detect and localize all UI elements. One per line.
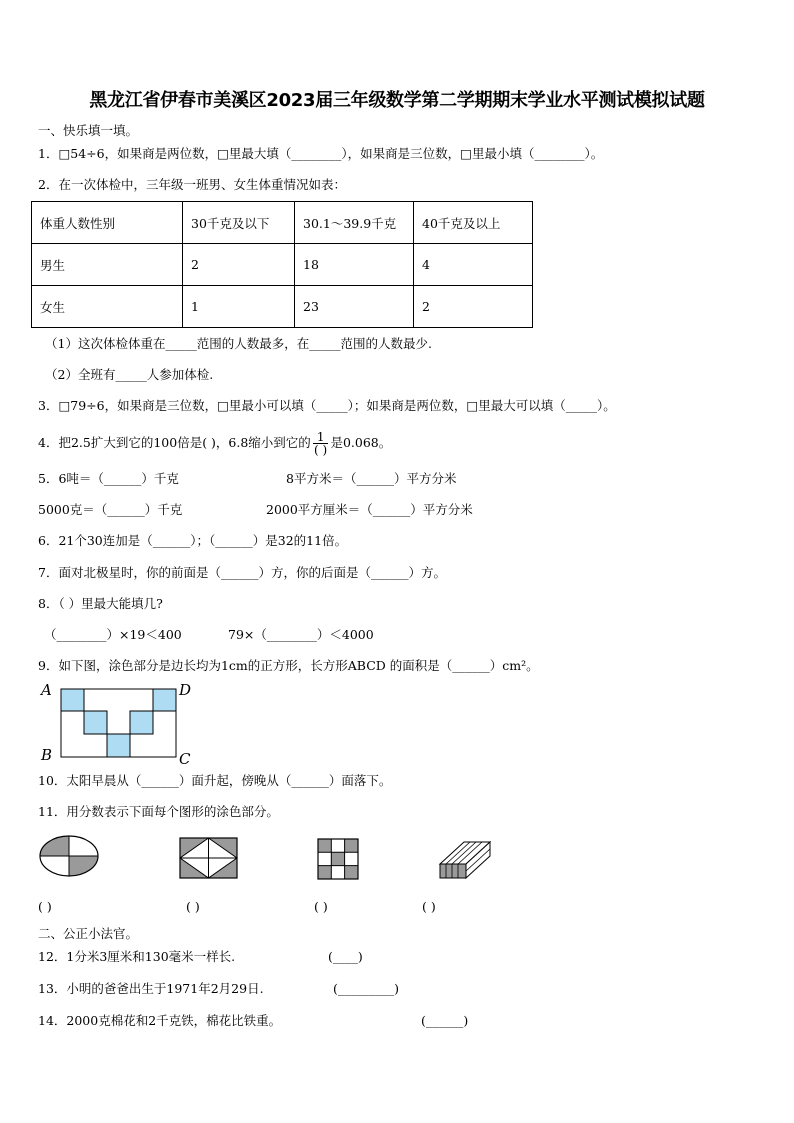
question-14-blank: (______)	[421, 1013, 469, 1028]
question-4-text-end: 是0.068。	[330, 435, 392, 450]
weight-table	[31, 201, 533, 328]
table-header-cell: 体重人数性别	[32, 202, 183, 244]
cuboid-figure	[436, 838, 494, 884]
question-4-text: 4．把2.5扩大到它的100倍是( )，6.8缩小到它的	[38, 435, 311, 450]
question-12: 12．1分米3厘米和130毫米一样长.	[38, 949, 236, 964]
grid-figure	[317, 838, 361, 882]
answer-blank-2: ( )	[186, 899, 200, 914]
page-title: 黑龙江省伊春市美溪区2023届三年级数学第二学期期末学业水平测试模拟试题	[89, 90, 705, 111]
fraction-denominator: ( )	[314, 443, 328, 457]
table-cell: 2	[183, 244, 295, 286]
question-11: 11．用分数表示下面每个图形的涂色部分。	[38, 804, 279, 819]
shaded-square	[153, 689, 176, 711]
shaded-square	[130, 711, 153, 734]
table-cell: 4	[414, 244, 533, 286]
question-5c: 5000克＝（______）千克	[38, 502, 183, 517]
question-2-2: （2）全班有_____人参加体检.	[45, 367, 214, 382]
question-10: 10．太阳早晨从（______）面升起，傍晚从（______）面落下。	[38, 773, 392, 788]
fraction	[313, 431, 329, 456]
section-heading-1: 一、快乐填一填。	[38, 123, 139, 138]
question-2-1: （1）这次体检体重在_____范围的人数最多，在_____范围的人数最少.	[45, 336, 432, 351]
table-cell: 23	[295, 286, 414, 328]
table-header-cell: 30.1～39.9千克	[295, 202, 414, 244]
question-8b: 79×（________）＜4000	[228, 627, 374, 642]
table-cell: 女生	[32, 286, 183, 328]
answer-blank-4: ( )	[422, 899, 436, 914]
label-b: B	[41, 746, 53, 764]
section-heading-2: 二、公正小法官。	[38, 926, 139, 941]
question-5b: 8平方米＝（______）平方分米	[286, 471, 457, 486]
table-header-cell: 40千克及以上	[414, 202, 533, 244]
question-7: 7．面对北极星时，你的前面是（______）方，你的后面是（______）方。	[38, 565, 446, 580]
question-12-blank: (____)	[328, 949, 363, 964]
rectangle-abcd-figure	[38, 680, 198, 770]
table-header-row	[32, 202, 533, 244]
question-5d: 2000平方厘米＝（______）平方分米	[266, 502, 473, 517]
label-a: A	[41, 681, 52, 699]
question-5a: 5．6吨＝（______）千克	[38, 471, 179, 486]
rhombus-rectangle-figure	[178, 836, 240, 880]
question-13: 13．小明的爸爸出生于1971年2月29日.	[38, 981, 264, 996]
table-cell: 1	[183, 286, 295, 328]
table-cell: 男生	[32, 244, 183, 286]
question-14: 14．2000克棉花和2千克铁，棉花比铁重。	[38, 1013, 282, 1028]
label-d: D	[179, 681, 192, 699]
table-header-cell: 30千克及以下	[183, 202, 295, 244]
question-2: 2．在一次体检中，三年级一班男、女生体重情况如表：	[38, 177, 346, 192]
answer-blank-3: ( )	[314, 899, 328, 914]
question-3: 3．□79÷6，如果商是三位数，□里最小可以填（_____）；如果商是两位数，□里最大可以填（_____）。	[38, 398, 616, 413]
ellipse-figure	[38, 834, 102, 880]
table-row	[32, 244, 533, 286]
question-13-blank: (_________)	[333, 981, 400, 996]
label-c: C	[179, 750, 191, 768]
question-8a: （________）×19＜400	[44, 627, 182, 642]
shaded-square	[107, 734, 130, 757]
question-6: 6．21个30连加是（______）；（______）是32的11倍。	[38, 533, 348, 548]
table-row	[32, 286, 533, 328]
fraction-numerator: 1	[313, 431, 329, 444]
question-4	[38, 428, 391, 458]
question-1: 1．□54÷6，如果商是两位数，□里最大填（________），如果商是三位数，□里最小填（________）。	[38, 146, 604, 161]
table-cell: 2	[414, 286, 533, 328]
shaded-square	[61, 689, 84, 711]
table-cell: 18	[295, 244, 414, 286]
answer-blank-1: ( )	[38, 899, 52, 914]
question-9: 9．如下图，涂色部分是边长均为1cm的正方形，长方形ABCD 的面积是（______）cm²。	[38, 658, 539, 673]
question-8: 8．（ ）里最大能填几?	[38, 596, 163, 611]
shaded-square	[84, 711, 107, 734]
